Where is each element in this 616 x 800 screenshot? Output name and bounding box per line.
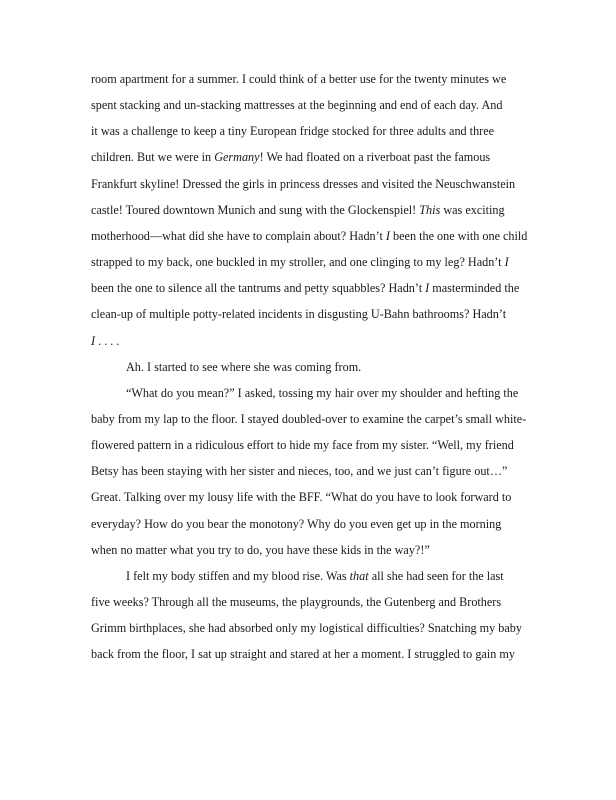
text-segment: Great. Talking over my lousy life with the BFF. “What do you have to look forward to (91, 490, 512, 505)
text-segment: five weeks? Through all the museums, the playgrounds, the Gutenberg and Brothers (91, 595, 502, 609)
text-line (91, 490, 531, 504)
text-line (91, 72, 531, 86)
text-segment: spent stacking and un-stacking mattresses at the beginning and end of each day. And (91, 98, 503, 113)
italic-text: I (504, 255, 509, 269)
text-segment: Betsy has been staying with her sister and nieces, too, and we just can’t figure out…” (91, 464, 508, 479)
italic-text: This (419, 202, 441, 217)
text-line (91, 412, 531, 426)
text-line (91, 150, 531, 164)
text-segment: all she had seen for the last (368, 568, 504, 583)
text-segment: room apartment for a summer. I could think of a better use for the twenty minutes we (91, 72, 507, 86)
text-segment: I felt my body stiffen and my blood rise. Was (126, 568, 350, 583)
text-line (91, 595, 531, 609)
text-line (126, 360, 531, 374)
text-line (91, 124, 531, 138)
text-line (91, 255, 531, 269)
text-segment: Frankfurt skyline! Dressed the girls in princess dresses and visited the Neuschwanstein (91, 176, 516, 191)
text-line (91, 229, 531, 243)
text-line (91, 464, 531, 478)
text-segment: masterminded the (429, 281, 520, 296)
text-segment: been the one with one child (389, 228, 528, 243)
italic-text: I (385, 228, 390, 243)
text-line (91, 543, 531, 557)
text-line (91, 438, 531, 452)
text-segment: “What do you mean?” I asked, tossing my hair over my shoulder and hefting the (126, 385, 519, 400)
text-line (91, 647, 531, 661)
text-segment: Grimm birthplaces, she had absorbed only my logistical difficulties? Snatching my baby (91, 621, 522, 636)
text-segment: back from the floor, I sat up straight and stared at her a moment. I struggled to gain my (91, 647, 515, 662)
text-segment: it was a challenge to keep a tiny European fridge stocked for three adults and three (91, 124, 495, 139)
text-segment: was exciting (440, 202, 505, 217)
text-line (126, 569, 531, 583)
text-line (91, 621, 531, 635)
text-segment: clean-up of multiple potty-related incidents in disgusting U-Bahn bathrooms? Hadn’t (91, 307, 507, 322)
text-segment: when no matter what you try to do, you have these kids in the way?!” (91, 542, 430, 557)
text-line (91, 517, 531, 531)
text-segment: everyday? How do you bear the monotony? Why do you even get up in the morning (91, 516, 502, 531)
text-segment: baby from my lap to the floor. I stayed doubled-over to examine the carpet’s small white- (91, 411, 527, 426)
text-segment: Ah. I started to see where she was coming from. (126, 359, 362, 374)
text-segment: motherhood—what did she have to complain about? Hadn’t (91, 228, 386, 243)
text-segment: been the one to silence all the tantrums and petty squabbles? Hadn’t (91, 281, 426, 296)
text-line (91, 334, 531, 348)
text-line (91, 307, 531, 321)
text-line (126, 386, 531, 400)
text-segment: . . . . (95, 333, 120, 348)
italic-text: that (349, 568, 369, 583)
text-line (91, 281, 531, 295)
italic-text: Germany (214, 150, 260, 165)
text-segment: castle! Toured downtown Munich and sung with the Glockenspiel! (91, 202, 420, 217)
text-segment: strapped to my back, one buckled in my stroller, and one clinging to my leg? Hadn’t (91, 255, 505, 269)
italic-text: I (425, 281, 430, 296)
text-line (91, 177, 531, 191)
text-line (91, 203, 531, 217)
text-segment: ! We had floated on a riverboat past the famous (259, 150, 491, 165)
italic-text: I (91, 333, 96, 348)
text-line (91, 98, 531, 112)
text-segment: flowered pattern in a ridiculous effort to hide my face from my sister. “Well, my friend (91, 438, 514, 453)
text-segment: children. But we were in (91, 150, 215, 165)
